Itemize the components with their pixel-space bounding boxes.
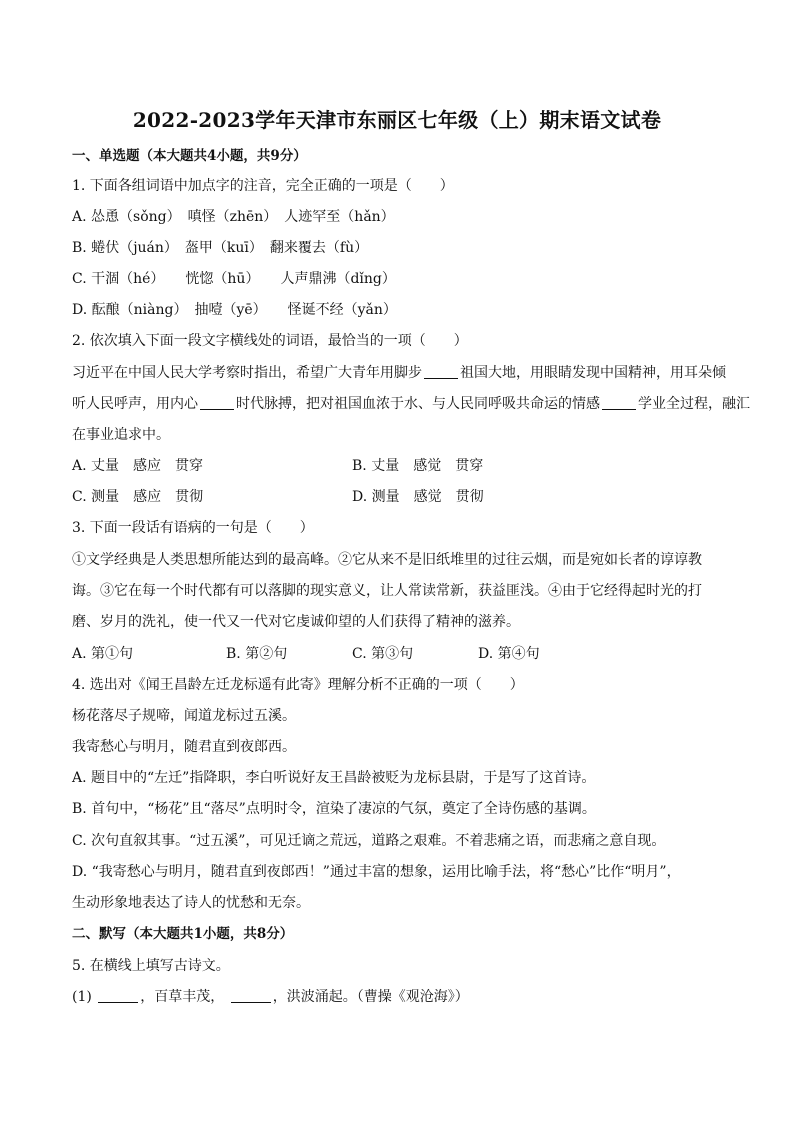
question-4-option-d-line-1: D. “我寄愁心与明月，随君直到夜郎西！”通过丰富的想象，运用比喻手法，将“愁心”比作“明月”， — [72, 864, 681, 880]
question-2-passage-line-1: 习近平在中国人民大学考察时指出，希望广大青年用脚步 祖国大地，用眼睛发现中国精神，用耳朵倾 — [72, 365, 726, 381]
question-3-passage-line-1: ①文学经典是人类思想所能达到的最高峰。②它从来不是旧纸堆里的过往云烟，而是宛如长者的谆谆教 — [72, 552, 702, 568]
question-4-option-d-line-2: 生动形象地表达了诗人的忧愁和无奈。 — [72, 895, 310, 911]
question-3-option-b: B. 第②句 — [226, 646, 288, 662]
answer-blank[interactable] — [98, 988, 138, 1003]
question-2-option-c: C. 测量 感应 贯彻 — [72, 489, 204, 505]
fill-blank — [602, 395, 636, 410]
question-1-option-c: C. 干涸（hé） 恍惚（hū） 人声鼎沸（dǐng） — [72, 271, 396, 287]
question-5-item-1: (1) ，百草丰茂， ，洪波涌起。（曹操《观沧海》） — [72, 989, 469, 1005]
section-2-heading: 二、默写（本大题共1小题，共8分） — [72, 926, 294, 942]
question-1-option-b: B. 蜷伏（juán） 盔甲（kuī） 翻来覆去（fù） — [72, 240, 369, 256]
question-3-passage-line-2: 诲。③它在每一个时代都有可以落脚的现实意义，让人常读常新，获益匪浅。④由于它经得起时光的打 — [72, 583, 702, 599]
question-5-stem: 5. 在横线上填写古诗文。 — [72, 958, 230, 974]
question-2-passage-line-2: 听人民呼声，用内心 时代脉搏，把对祖国血浓于水、与人民同呼吸共命运的情感 学业全过程，融汇 — [72, 396, 750, 412]
poem-line-2: 我寄愁心与明月，随君直到夜郎西。 — [72, 739, 296, 755]
question-2-passage-line-3: 在事业追求中。 — [72, 427, 170, 443]
section-1-heading: 一、单选题（本大题共4小题，共9分） — [72, 148, 307, 164]
answer-blank[interactable] — [231, 988, 271, 1003]
question-4-option-a: A. 题目中的“左迁”指降职，李白听说好友王昌龄被贬为龙标县尉，于是写了这首诗。 — [72, 770, 596, 786]
question-2-stem: 2. 依次填入下面一段文字横线处的词语，最恰当的一项（ ） — [72, 333, 468, 349]
question-1-option-d: D. 酝酿（niàng） 抽噎（yē） 怪诞不经（yǎn） — [72, 302, 397, 318]
poem-line-1: 杨花落尽子规啼，闻道龙标过五溪。 — [72, 708, 296, 724]
question-1-stem: 1. 下面各组词语中加点字的注音，完全正确的一项是（ ） — [72, 178, 454, 194]
question-4-option-b: B. 首句中，“杨花”且“落尽”点明时令，渲染了凄凉的气氛，奠定了全诗伤感的基调。 — [72, 801, 596, 817]
question-2-option-d: D. 测量 感觉 贯彻 — [352, 489, 484, 505]
page-title: 2022-2023学年天津市东丽区七年级（上）期末语文试卷 — [132, 108, 662, 132]
question-3-passage-line-3: 磨、岁月的洗礼，使一代又一代对它虔诚仰望的人们获得了精神的滋养。 — [72, 614, 520, 630]
fill-blank — [424, 364, 458, 379]
question-2-option-b: B. 丈量 感觉 贯穿 — [352, 458, 484, 474]
question-2-option-a: A. 丈量 感应 贯穿 — [72, 458, 204, 474]
question-3-option-d: D. 第④句 — [478, 646, 540, 662]
question-1-option-a: A. 怂恿（sǒng） 嗔怪（zhēn） 人迹罕至（hǎn） — [72, 209, 395, 225]
question-4-option-c: C. 次句直叙其事。“过五溪”，可见迁谪之荒远，道路之艰难。不着悲痛之语，而悲痛之意自现。 — [72, 833, 666, 849]
question-3-option-a: A. 第①句 — [72, 646, 134, 662]
fill-blank — [200, 395, 234, 410]
question-3-option-c: C. 第③句 — [352, 646, 414, 662]
question-3-stem: 3. 下面一段话有语病的一句是（ ） — [72, 520, 314, 536]
question-4-stem: 4. 选出对《闻王昌龄左迁龙标遥有此寄》理解分析不正确的一项（ ） — [72, 677, 524, 693]
